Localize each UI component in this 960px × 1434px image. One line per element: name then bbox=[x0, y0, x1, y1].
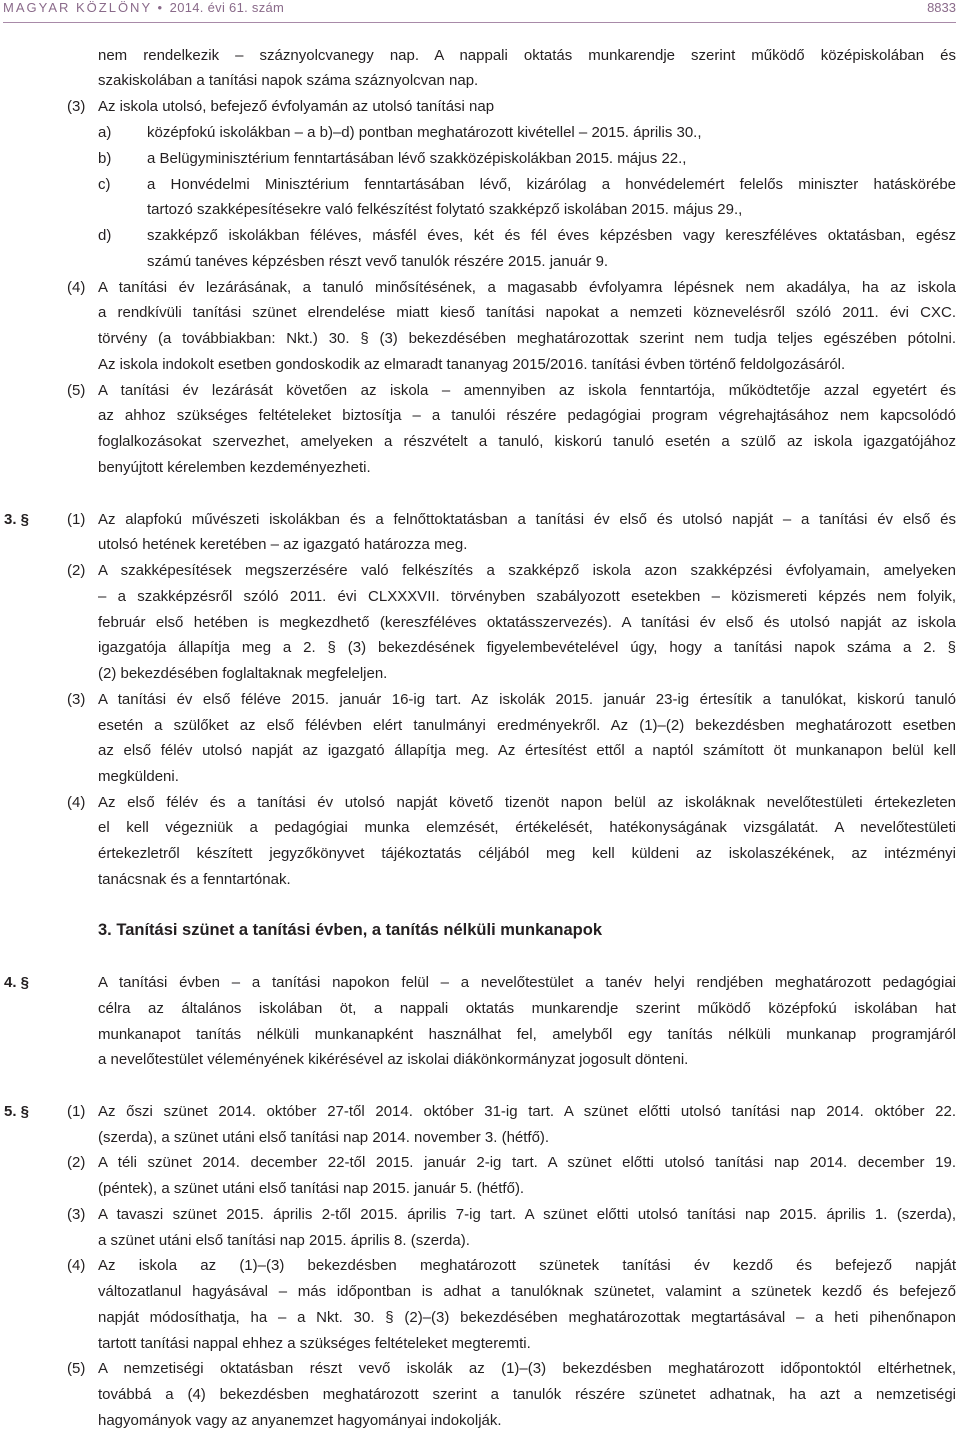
running-header bbox=[0, 0, 960, 22]
page-number: 8833 bbox=[927, 0, 956, 15]
section-number: 5. § bbox=[4, 1103, 30, 1120]
journal-title: MAGYAR KÖZLÖNY • 2014. évi 61. szám bbox=[3, 0, 285, 15]
section-number: 3. § bbox=[4, 511, 30, 528]
subheading: 3. Tanítási szünet a tanítási évben, a tanítás nélküli munkanapok bbox=[98, 921, 603, 939]
header-rule bbox=[3, 22, 956, 23]
section-number: 4. § bbox=[4, 974, 30, 991]
